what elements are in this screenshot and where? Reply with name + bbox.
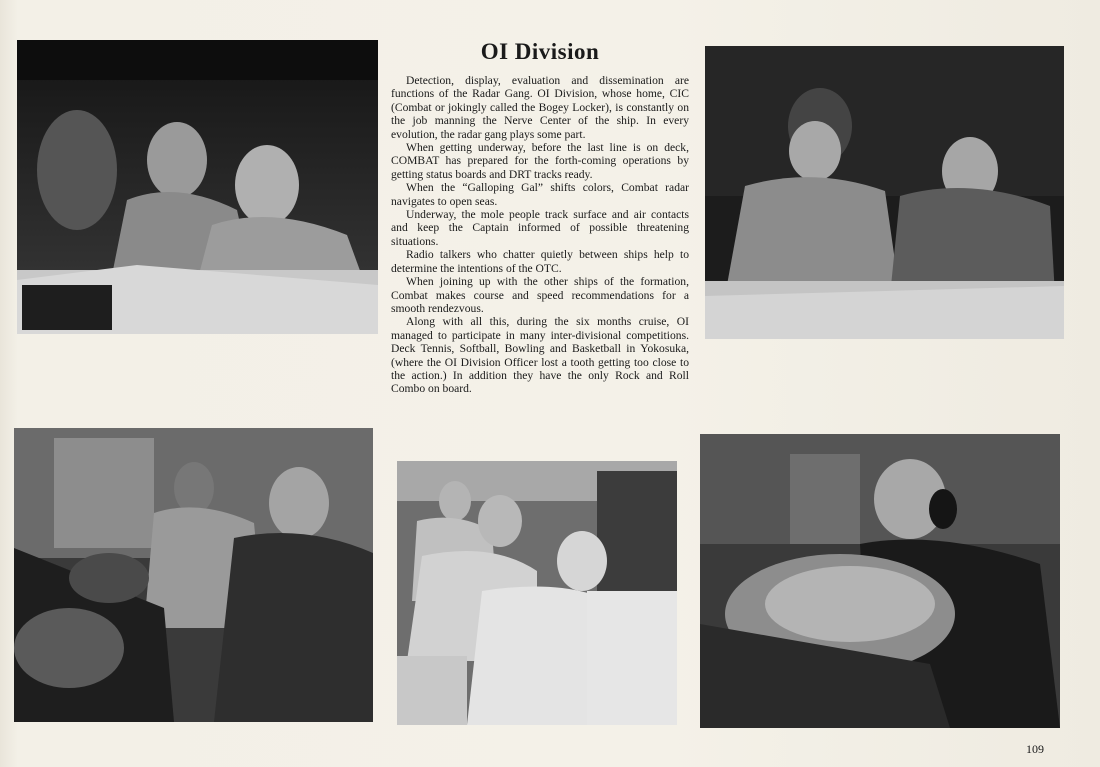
article: [391, 38, 689, 396]
article-paragraph: Radio talkers who chatter quietly between ships help to determine the intentions of the OTC.: [391, 248, 689, 275]
article-paragraph: When joining up with the other ships of the formation, Combat makes course and speed recommendations for a smooth rendezvous.: [391, 275, 689, 315]
photo-operator-at-radar-scope: [700, 434, 1060, 728]
photo-sailors-at-plotting-table: [17, 40, 378, 334]
article-paragraph: Along with all this, during the six months cruise, OI managed to participate in many inter-divisional competitions. Deck Tennis, Softball, Bowling and Basketball in Yokosuka, (where the OI Division Officer lost a tooth getting too close to the action.) In addition they have the only Rock and Roll Combo on board.: [391, 315, 689, 396]
photo-sailors-at-desks: [397, 461, 677, 725]
article-title: OI Division: [480, 39, 600, 64]
article-paragraph: Detection, display, evaluation and dissemination are functions of the Radar Gang. OI Division, whose home, CIC (Combat or jokingly called the Bogey Locker), is constantly on the job manning the Nerve Center of the ship. In every evolution, the radar gang plays some part.: [391, 74, 689, 141]
article-paragraph: Underway, the mole people track surface and air contacts and keep the Captain informed of possible threatening situations.: [391, 208, 689, 248]
photo-sailors-with-headsets-writing: [705, 46, 1064, 339]
article-paragraph: When the “Galloping Gal” shifts colors, Combat radar navigates to open seas.: [391, 181, 689, 208]
page-number: 109: [1026, 742, 1044, 756]
photo-radar-operators-at-consoles: [14, 428, 373, 722]
article-paragraph: When getting underway, before the last line is on deck, COMBAT has prepared for the forth-coming operations by getting status boards and DRT tracks ready.: [391, 141, 689, 181]
